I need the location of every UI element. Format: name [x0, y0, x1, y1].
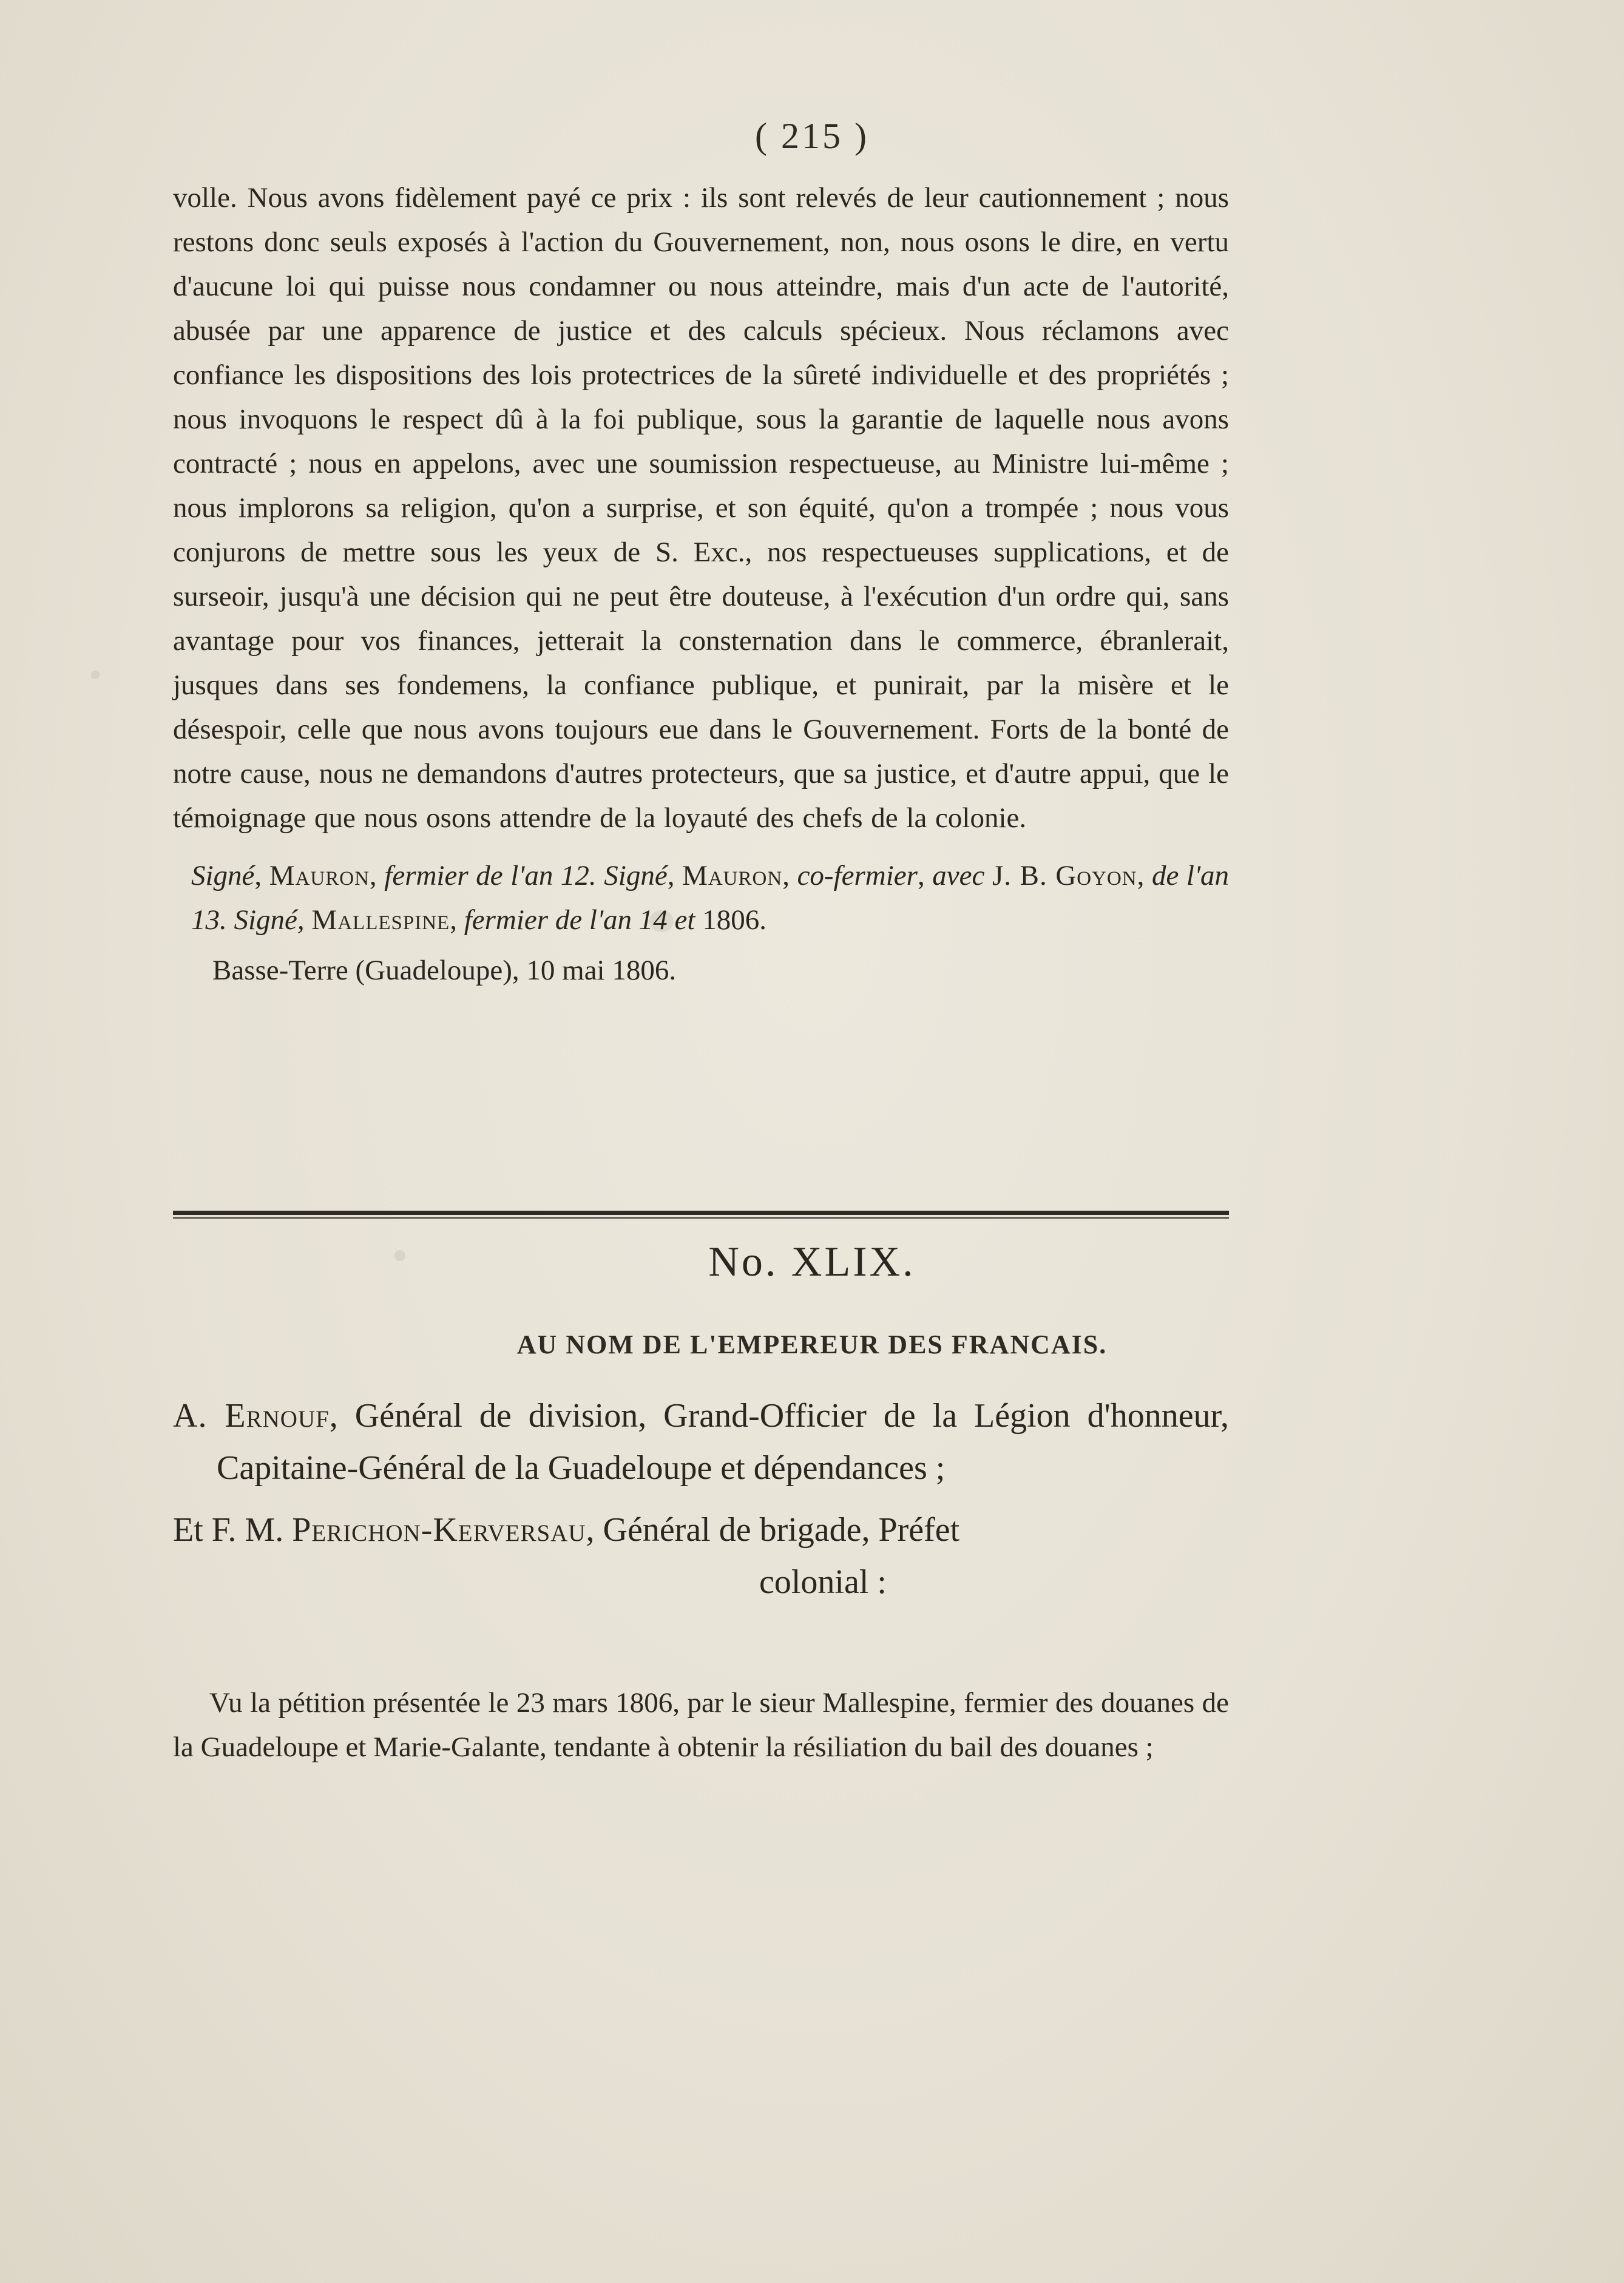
- decree-heading: AU NOM DE L'EMPEREUR DES FRANCAIS.: [516, 1330, 1108, 1359]
- avec-label: avec: [932, 860, 985, 891]
- dateline: Basse-Terre (Guadeloupe), 10 mai 1806.: [212, 955, 677, 986]
- signatory-name: Mauron: [682, 860, 783, 891]
- authority-ernouf: [173, 1390, 1229, 1494]
- decree-authorities: [173, 1390, 1229, 1618]
- signatory-role: fermier de l'an 12.: [384, 860, 597, 891]
- authority-title-cont: colonial :: [759, 1563, 887, 1601]
- signature-block: [173, 854, 1229, 942]
- authority-title: , Général de division, Grand-Officier de la Légion d'honneur, Capitaine-Général de la Guadeloupe et dépendances ;: [217, 1397, 1229, 1487]
- paper-speck: [91, 671, 100, 679]
- signe-label: Signé: [191, 860, 255, 891]
- et-label: et: [674, 904, 695, 936]
- signatory-name: J. B. Goyon: [992, 860, 1137, 891]
- signature-year: 1806.: [702, 904, 766, 936]
- page-number: ( 215 ): [755, 116, 869, 156]
- signature-lines: Signé, Mauron, fermier de l'an 12. Signé, Mauron, co-fermier, avec J. B. Goyon, de l'an 13. Signé, Mallespine, fermier de l'an 14 et 1806.: [191, 860, 1230, 936]
- authority-perichon: [173, 1504, 1229, 1608]
- signatory-name: Mauron: [269, 860, 370, 891]
- section-divider-thin: [173, 1217, 1229, 1219]
- authority-title: , Général de brigade, Préfet: [586, 1511, 960, 1549]
- signatory-role: fermier de l'an 14: [464, 904, 668, 936]
- signatory-name: Mallespine: [311, 904, 450, 936]
- signatory-role: de l'an 13.: [191, 860, 1230, 936]
- signe-label: Signé: [604, 860, 668, 891]
- signatory-role: co-fermier: [797, 860, 918, 891]
- vu-section: [173, 1681, 1229, 1770]
- section-divider-thick: [173, 1211, 1229, 1215]
- letter-body: [173, 176, 1229, 993]
- vu-paragraph: Vu la pétition présentée le 23 mars 1806, par le sieur Mallespine, fermier des douanes de la Guadeloupe et Marie-Galante, tendante à obtenir la résiliation du bail des douanes ;: [173, 1687, 1229, 1763]
- document-number: No. XLIX.: [708, 1239, 916, 1285]
- authority-name: A. Ernouf: [173, 1397, 330, 1435]
- signe-label: Signé,: [234, 904, 305, 936]
- authority-name: Perichon-Kerversau: [292, 1511, 586, 1549]
- authority-prefix: Et F. M.: [173, 1511, 293, 1549]
- body-paragraph: volle. Nous avons fidèlement payé ce prix : ils sont relevés de leur cautionnement ; nous restons donc seuls exposés à l'action du Gouvernement, non, nous osons le dire, en vertu d'aucune loi qui puisse nous condamner ou nous atteindre, mais d'un acte de l'autorité, abusée par une apparence de justice et des calculs spécieux. Nous réclamons avec confiance les dispositions des lois protectrices de la sûreté individuelle et des propriétés ; nous invoquons le respect dû à la foi publique, sous la garantie de laquelle nous avons contracté ; nous en appelons, avec une soumission respectueuse, au Ministre lui-même ; nous implorons sa religion, qu'on a surprise, et son équité, qu'on a trompée ; nous vous conjurons de mettre sous les yeux de S. Exc., nos respectueuses supplications, et de surseoir, jusqu'à une décision qui ne peut être douteuse, à l'exécution d'un ordre qui, sans avantage pour vos finances, jetterait la consternation dans le commerce, ébranlerait, jusques dans ses fondemens, la confiance publique, et punirait, par la misère et le désespoir, celle que nous avons toujours eue dans le Gouvernement. Forts de la bonté de notre cause, nous ne demandons d'autres protecteurs, que sa justice, et d'autre appui, que le témoignage que nous osons attendre de la loyauté des chefs de la colonie.: [173, 182, 1229, 834]
